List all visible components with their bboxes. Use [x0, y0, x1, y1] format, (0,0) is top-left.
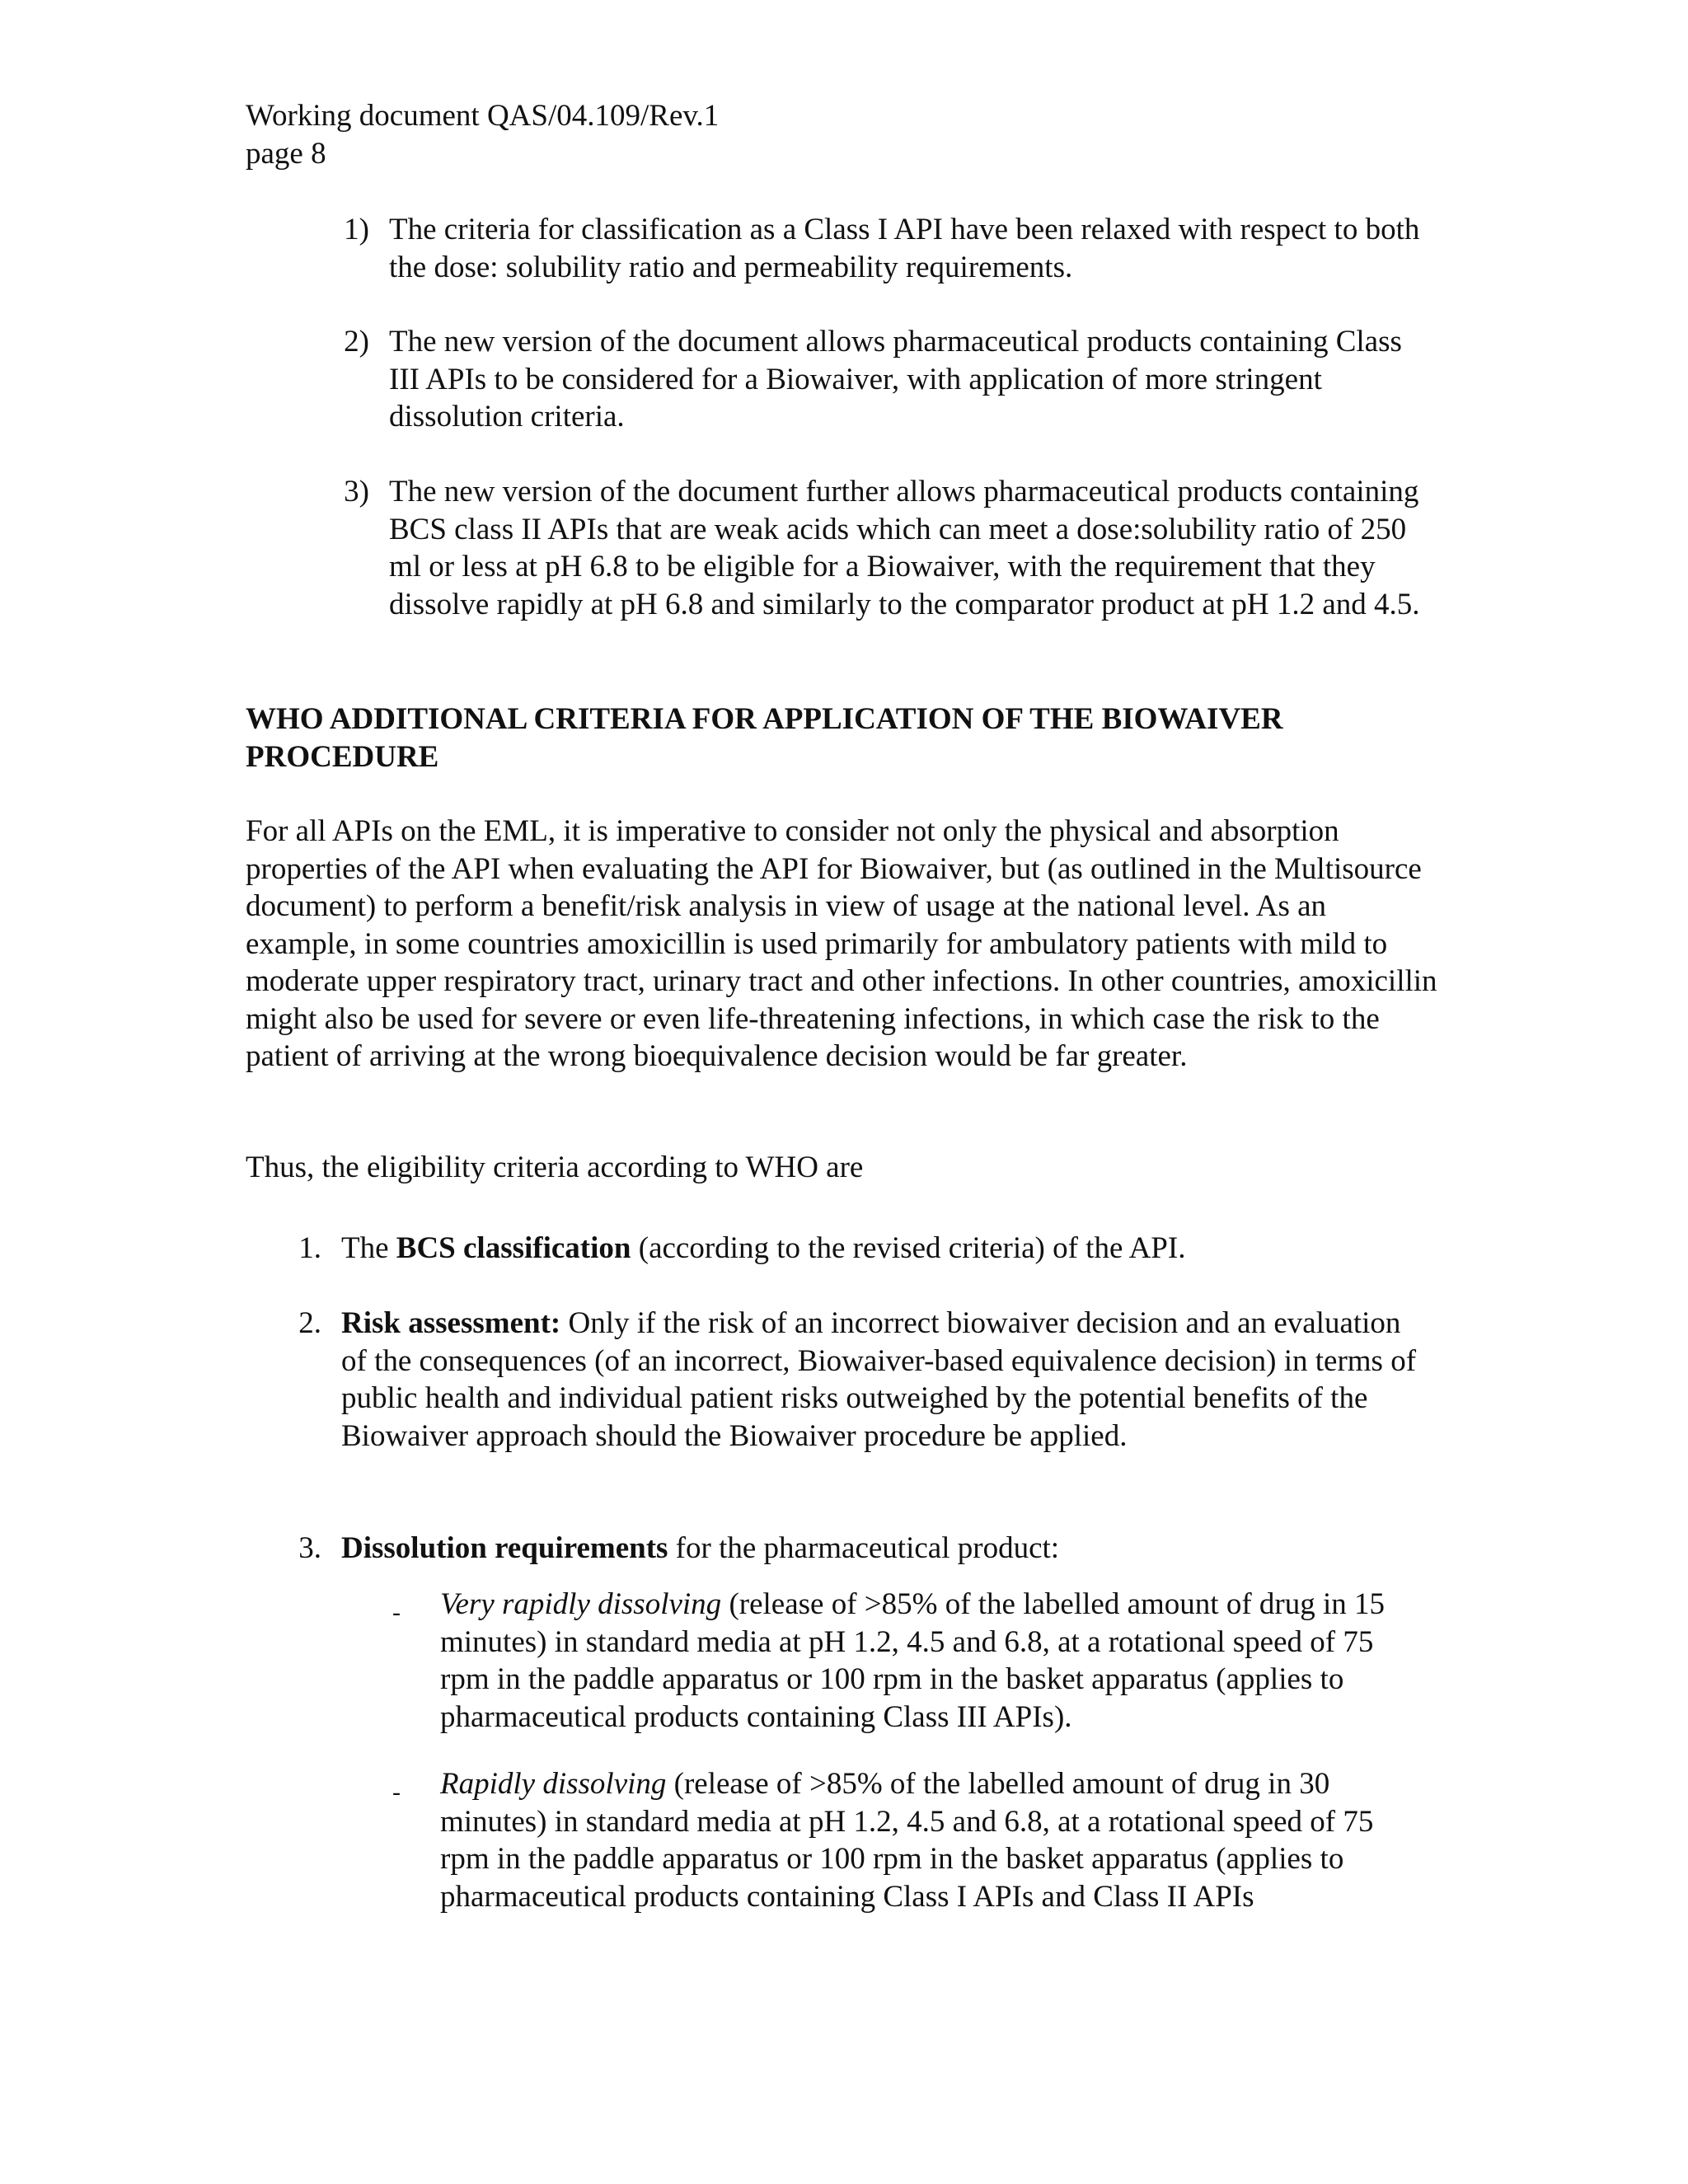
criterion-description: (according to the revised criteria) of the API.	[631, 1231, 1186, 1265]
list-marker: 3.	[298, 1531, 321, 1565]
criterion-description: for the pharmaceutical product:	[668, 1531, 1060, 1565]
list-item-text	[341, 1530, 1429, 1568]
dissolution-term: Very rapidly dissolving	[440, 1587, 722, 1621]
section-heading: WHO ADDITIONAL CRITERIA FOR APPLICATION OF THE BIOWAIVER PROCEDURE	[246, 702, 1283, 774]
intro-paragraph: For all APIs on the EML, it is imperative to consider not only the physical and absorption properties of the API when evaluating the API for Biowaiver, but (as outlined in the Multisource document) to perform a benefit/risk analysis in view of usage at the national level. As an example, in some countries amoxicillin is used primarily for ambulatory patients with mild to moderate upper respiratory tract, urinary tract and other infections. In other countries, amoxicillin might also be used for severe or even life-threatening infections, in which case the risk to the patient of arriving at the wrong bioequivalence decision would be far greater.	[246, 814, 1437, 1073]
list-item-text: The new version of the document allows pharmaceutical products containing Class III APIs to be considered for a Biowaiver, with application of more stringent dissolution criteria.	[389, 325, 1402, 434]
list-marker: 3)	[344, 475, 369, 509]
list-marker: 2.	[298, 1306, 321, 1340]
list-item-text	[440, 1586, 1429, 1736]
eligibility-lead: Thus, the eligibility criteria according to WHO are	[246, 1151, 864, 1184]
page-header	[246, 97, 719, 173]
list-item-text	[341, 1305, 1429, 1455]
list-item-text	[341, 1230, 1429, 1268]
criterion-prefix: The	[341, 1231, 396, 1265]
dash-marker: -	[392, 1779, 401, 1806]
dissolution-description: (release of >85% of the labelled amount of drug in 30 minutes) in standard media at pH 1.2, 4.5 and 6.8, at a rotational speed of 75 rpm in the paddle apparatus or 100 rpm in the basket apparatus (applies to pharmaceutical products containing Class I APIs and Class II APIs	[440, 1767, 1374, 1914]
criterion-term: BCS classification	[396, 1231, 631, 1265]
page-number: page 8	[246, 137, 326, 171]
criterion-term: Risk assessment:	[341, 1306, 561, 1340]
dissolution-term: Rapidly dissolving	[440, 1767, 667, 1801]
dissolution-description: (release of >85% of the labelled amount of drug in 15 minutes) in standard media at pH 1.2, 4.5 and 6.8, at a rotational speed of 75 rpm in the paddle apparatus or 100 rpm in the basket apparatus (applies to pharmaceutical products containing Class III APIs).	[440, 1587, 1385, 1734]
list-item-text: The new version of the document further allows pharmaceutical products containing BCS class II APIs that are weak acids which can meet a dose:solubility ratio of 250 ml or less at pH 6.8 to be eligible for a Biowaiver, with the requirement that they dissolve rapidly at pH 6.8 and similarly to the comparator product at pH 1.2 and 4.5.	[389, 475, 1420, 621]
criterion-description: Only if the risk of an incorrect biowaiver decision and an evaluation of the consequences (of an incorrect, Biowaiver-based equivalence decision) in terms of public health and individual patient risks outweighed by the potential benefits of the Biowaiver approach should the Biowaiver procedure be applied.	[341, 1306, 1417, 1453]
list-item-text: The criteria for classification as a Class I API have been relaxed with respect to both the dose: solubility ratio and permeability requirements.	[389, 213, 1420, 284]
list-marker: 2)	[344, 325, 369, 359]
dash-marker: -	[392, 1599, 401, 1626]
document-id: Working document QAS/04.109/Rev.1	[246, 99, 720, 133]
list-item-text	[440, 1765, 1429, 1915]
criterion-term: Dissolution requirements	[341, 1531, 668, 1565]
list-marker: 1)	[344, 213, 369, 246]
list-marker: 1.	[298, 1231, 321, 1265]
